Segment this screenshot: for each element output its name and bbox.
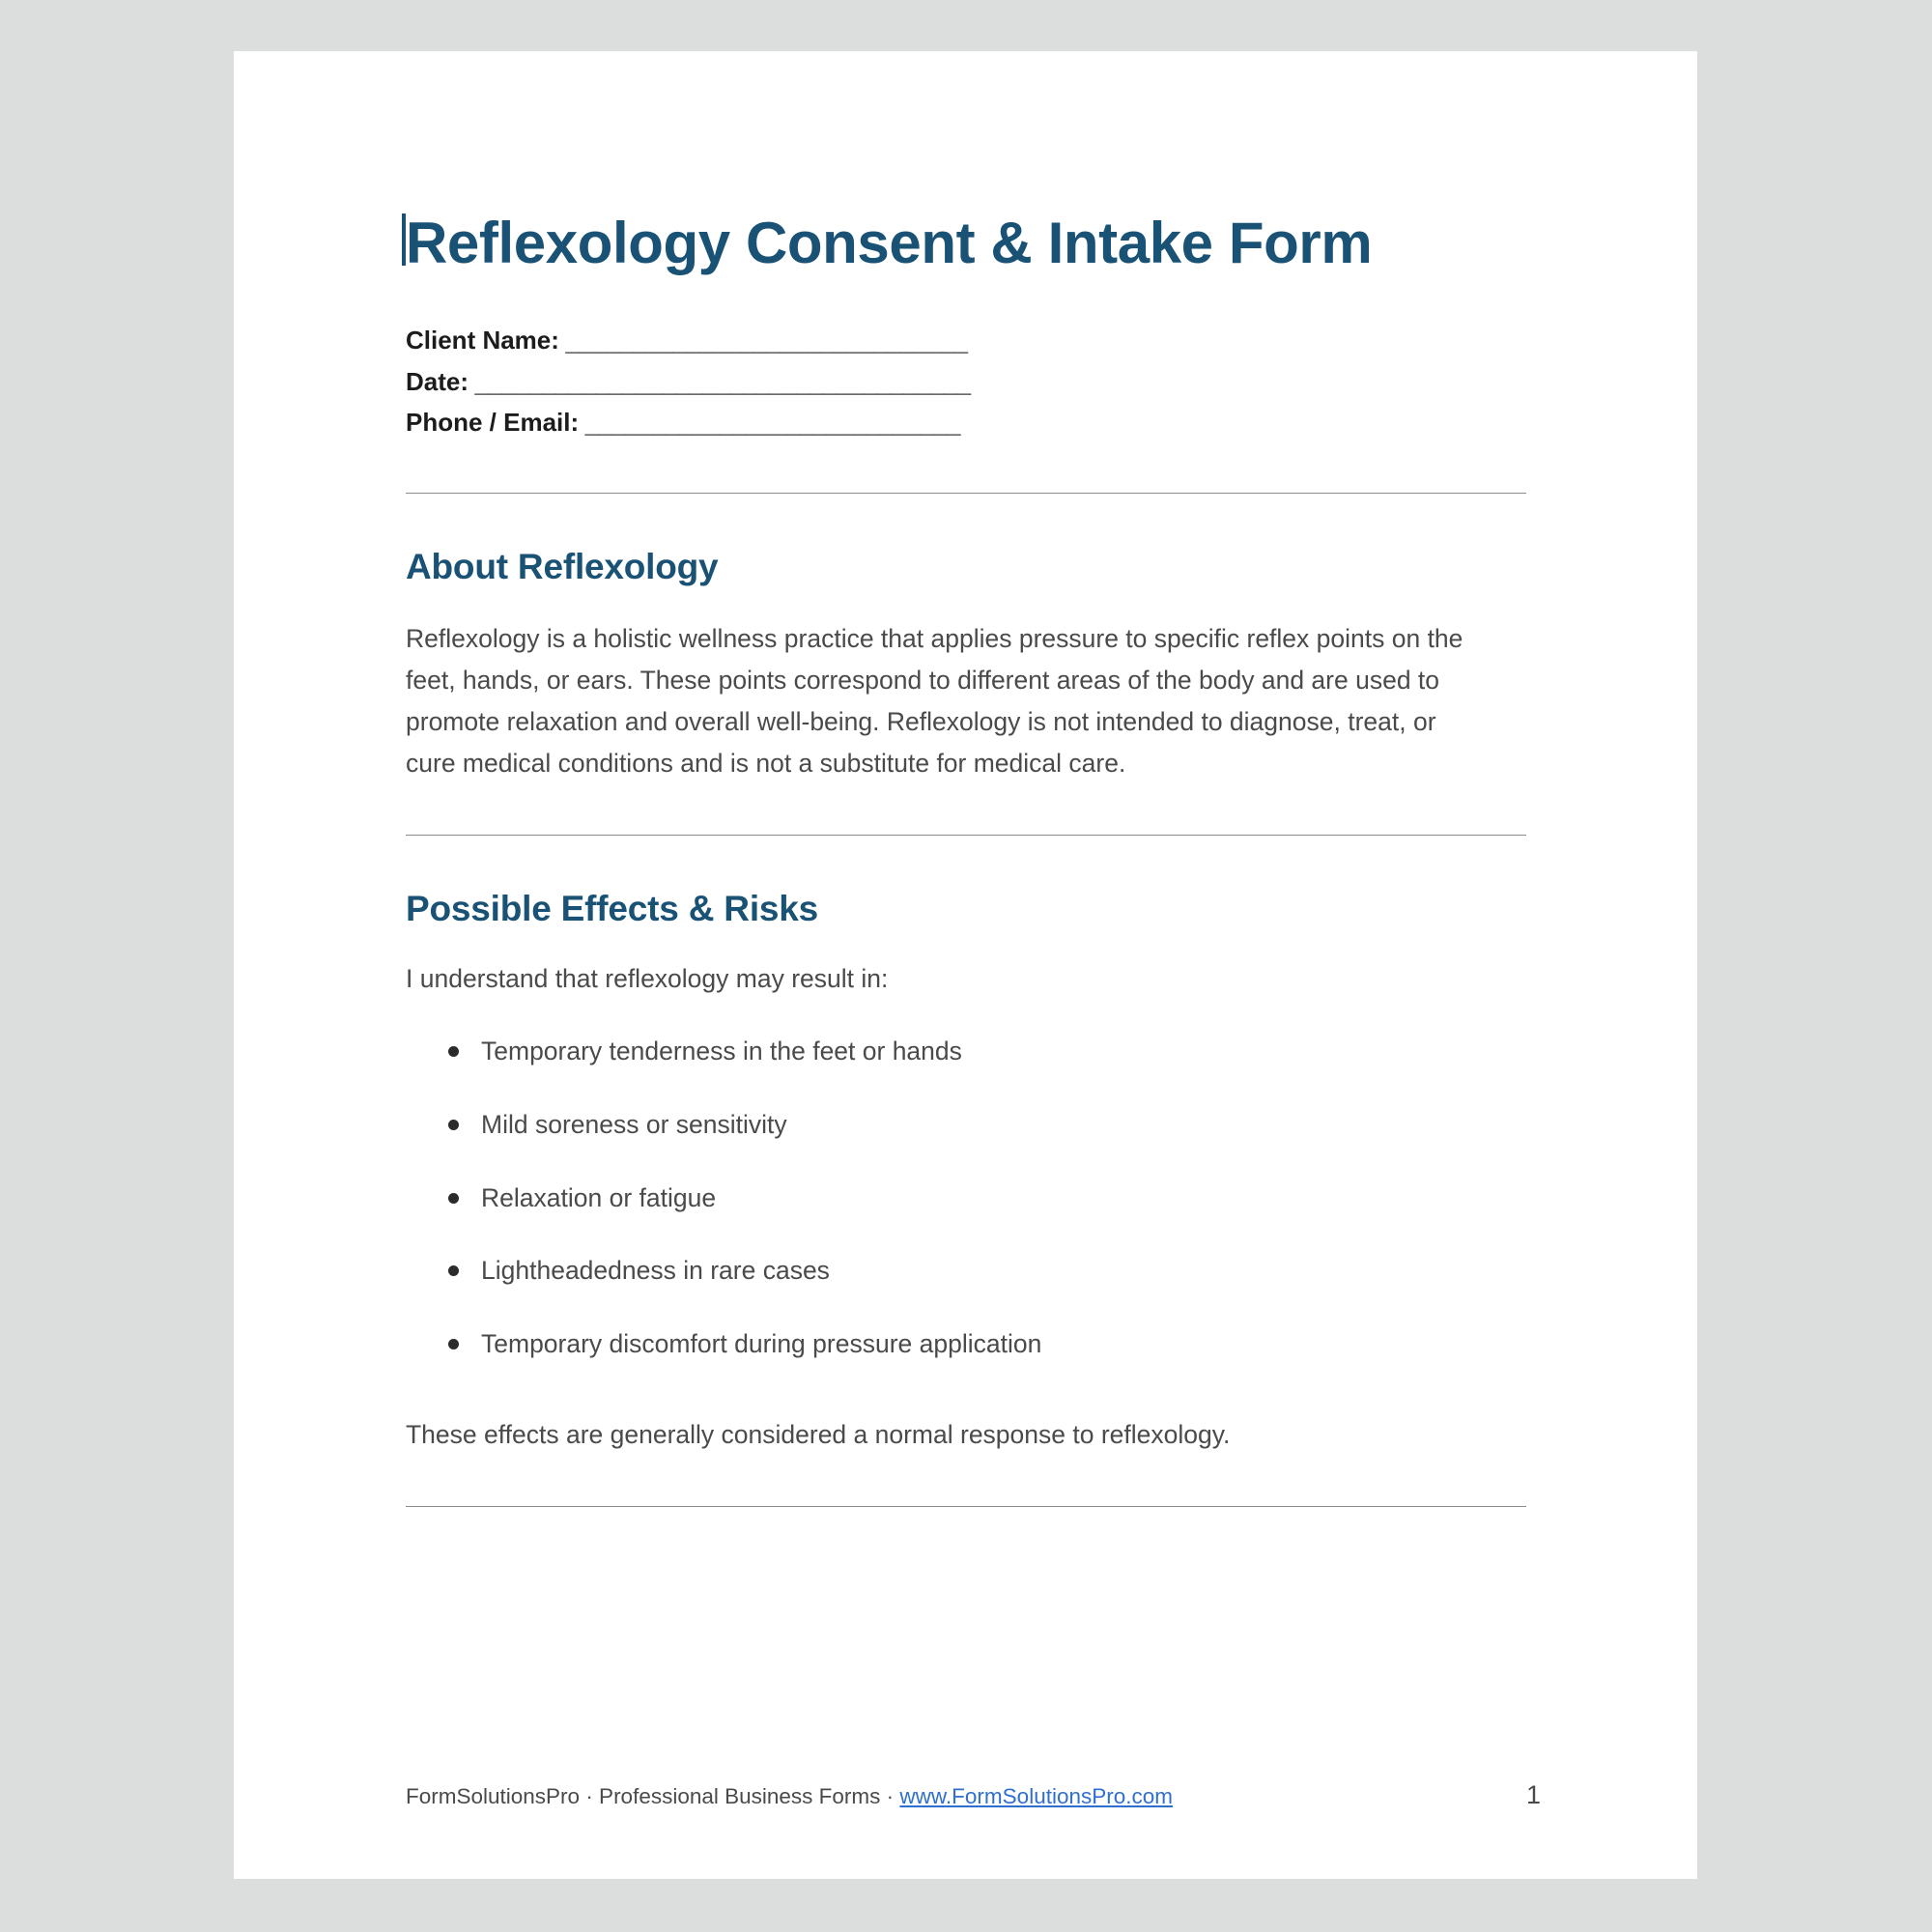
list-item-label: Relaxation or fatigue	[481, 1182, 717, 1212]
bullet-dot-icon	[448, 1046, 459, 1057]
bullet-dot-icon	[448, 1339, 459, 1350]
field-label-phone-email: Phone / Email:	[406, 407, 580, 437]
bullet-dot-icon	[448, 1193, 459, 1204]
field-row-client-name[interactable]	[406, 320, 1526, 360]
list-item-label: Mild soreness or sensitivity	[481, 1109, 787, 1139]
section-closing-possible-effects-risks: These effects are generally considered a normal response to reflexology.	[406, 1419, 1231, 1449]
field-rule-client-name: ______________________________	[558, 326, 968, 355]
footer-brand-line	[406, 1781, 1173, 1812]
list-item-label: Temporary discomfort during pressure application	[481, 1329, 1042, 1359]
list-item	[406, 1106, 1526, 1145]
field-row-phone-email[interactable]	[406, 402, 1526, 442]
page-footer	[406, 1780, 1591, 1812]
field-label-client-name: Client Name:	[406, 326, 559, 355]
list-item	[406, 1179, 1526, 1218]
page-title: Reflexology Consent & Intake Form	[406, 211, 1373, 275]
section-paragraph-about-reflexology: Reflexology is a holistic wellness practice that applies pressure to specific reflex points on the feet, hands, or ears. These points correspond to different areas of the body and are used to promote relaxation and overall well-being. Reflexology is not intended to diagnose, treat, or cure medical conditions and is not a substitute for medical care.	[406, 623, 1463, 779]
field-label-date: Date:	[406, 366, 469, 396]
document-page	[234, 51, 1697, 1879]
field-rule-phone-email: ____________________________	[579, 407, 960, 437]
page-number: 1	[1525, 1780, 1541, 1809]
list-item	[406, 1252, 1526, 1291]
section-divider-3	[406, 1506, 1526, 1507]
list-item-label: Lightheadedness in rare cases	[481, 1256, 830, 1286]
list-item	[406, 1033, 1526, 1071]
bullet-dot-icon	[448, 1265, 459, 1276]
field-row-date[interactable]	[406, 361, 1526, 402]
section-heading-about-reflexology: About Reflexology	[406, 547, 719, 587]
list-item-label: Temporary tenderness in the feet or hands	[481, 1037, 962, 1066]
bullet-dot-icon	[448, 1120, 459, 1130]
client-info-fields	[406, 320, 1526, 442]
list-item	[406, 1325, 1526, 1364]
section-heading-possible-effects-risks: Possible Effects & Risks	[406, 889, 819, 929]
footer-website-link[interactable]: www.FormSolutionsPro.com	[899, 1784, 1174, 1808]
section-lead-possible-effects-risks: I understand that reflexology may result in:	[406, 963, 889, 993]
footer-brand-text: FormSolutionsPro · Professional Business Forms ·	[406, 1784, 900, 1808]
field-rule-date: _____________________________________	[469, 366, 971, 396]
effects-bullet-list	[406, 1000, 1526, 1364]
document-content	[406, 51, 1526, 1507]
